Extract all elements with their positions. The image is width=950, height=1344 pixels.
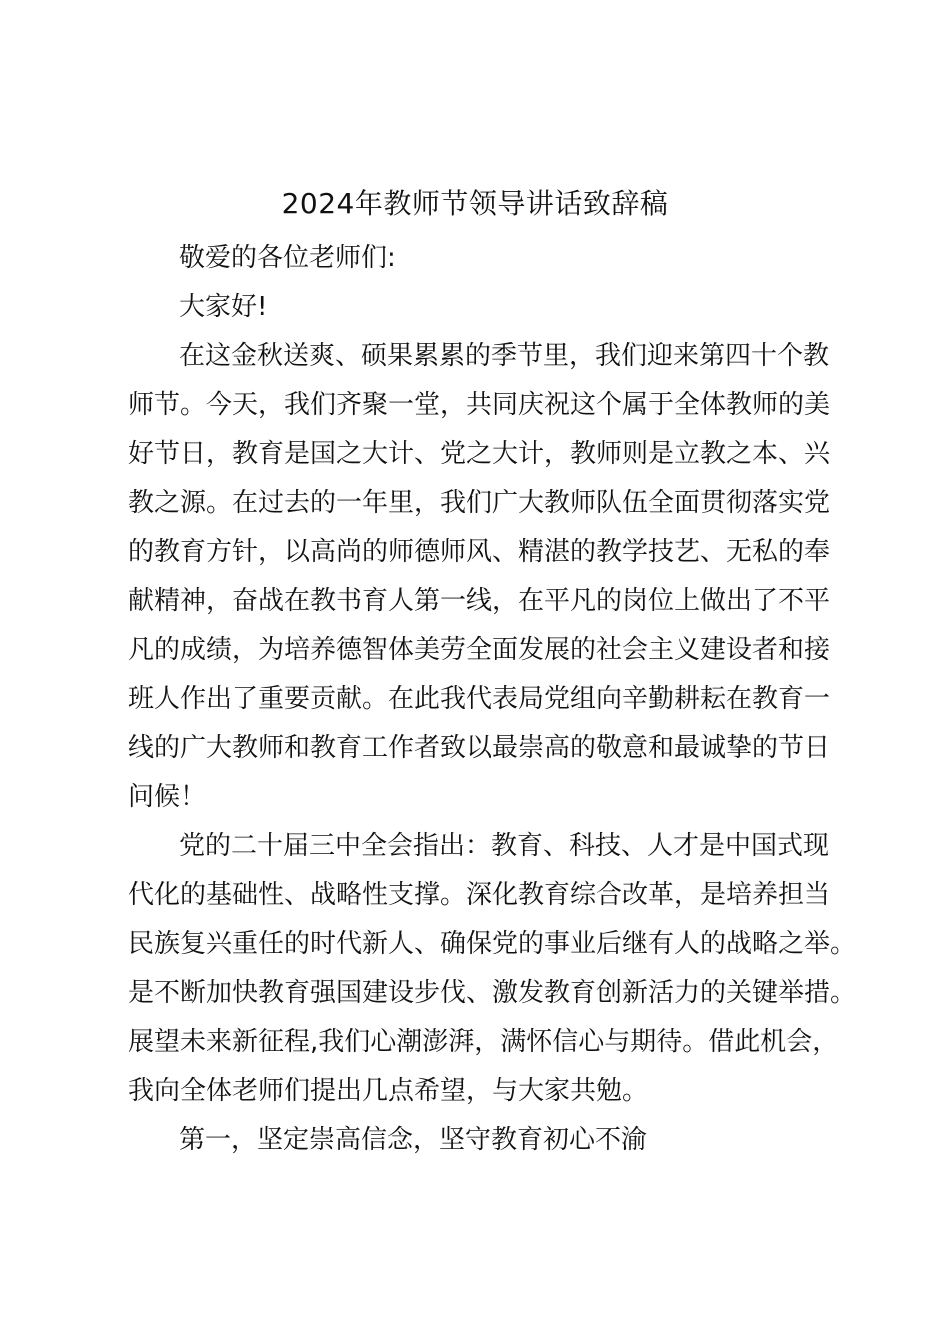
paragraph-1-line: 凡的成绩，为培养德智体美劳全面发展的社会主义建设者和接 [128,635,831,665]
document-body [128,234,857,1165]
paragraph-2-line: 民族复兴重任的时代新人、确保党的事业后继有人的战略之举。 [128,929,857,959]
paragraph-2-line: 展望未来新征程,我们心潮澎湃，满怀信心与期待。借此机会， [128,1027,839,1057]
paragraph-2-line: 我向全体老师们提出几点希望，与大家共勉。 [128,1076,649,1106]
paragraph-2 [128,822,857,1116]
paragraph-1 [128,332,848,822]
paragraph-1-line: 在这金秋送爽、硕果累累的季节里，我们迎来第四十个教 [179,341,830,371]
salutation: 敬爱的各位老师们: [179,243,396,273]
greeting: 大家好! [179,292,268,322]
paragraph-2-line: 是不断加快教育强国建设步伐、激发教育创新活力的关键举措。 [128,978,857,1008]
section-heading: 第一，坚定崇高信念，坚守教育初心不渝 [179,1125,648,1155]
paragraph-1-line: 献精神，奋战在教书育人第一线，在平凡的岗位上做出了不平 [128,586,831,616]
paragraph-1-line: 教之源。在过去的一年里，我们广大教师队伍全面贯彻落实党 [128,488,831,518]
page-title: 2024年教师节领导讲话致辞稿 [281,187,669,220]
paragraph-2-line: 代化的基础性、战略性支撑。深化教育综合改革，是培养担当 [128,880,831,910]
paragraph-1-line: 班人作出了重要贡献。在此我代表局党组向辛勤耕耘在教育一 [128,684,831,714]
paragraph-1-line: 好节日，教育是国之大计、党之大计，教师则是立教之本、兴 [128,439,831,469]
paragraph-1-line: 线的广大教师和教育工作者致以最崇高的敬意和最诚挚的节日 [128,733,831,763]
paragraph-1-line: 的教育方针，以高尚的师德师风、精湛的教学技艺、无私的奉 [128,537,831,567]
paragraph-1-line: 师节。今天，我们齐聚一堂，共同庆祝这个属于全体教师的美 [128,390,831,420]
paragraph-1-line: 问候！ [128,782,207,812]
paragraph-2-line: 党的二十届三中全会指出：教育、科技、人才是中国式现 [179,831,830,861]
